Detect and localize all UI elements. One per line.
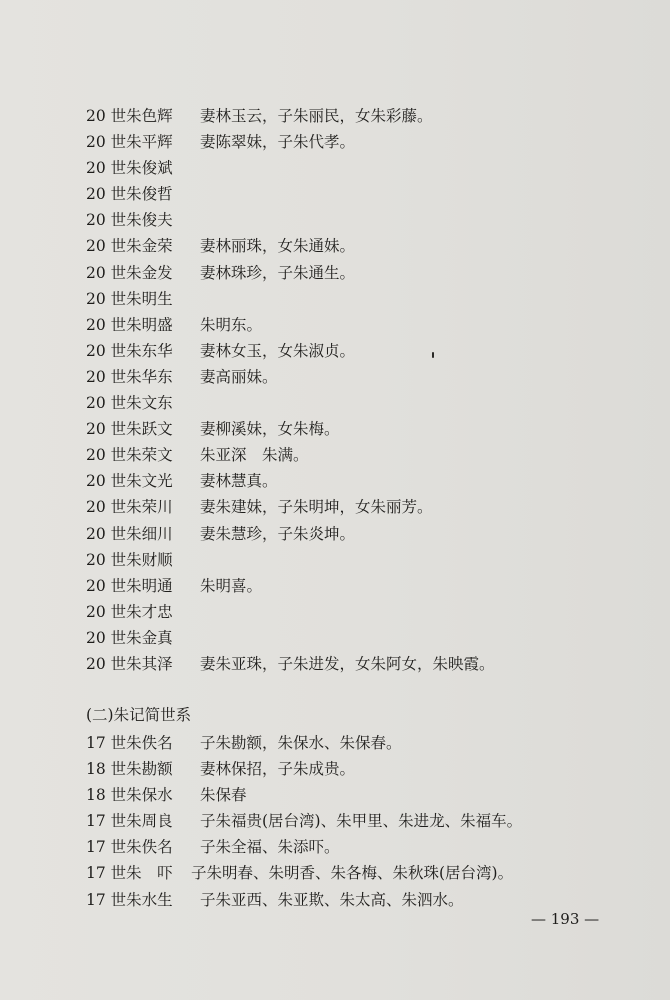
list-item [86,260,646,286]
entry-detail: 妻朱慧珍，子朱炎坤。 [200,524,356,543]
entry-name: 20 世朱金荣 [86,237,173,256]
list-item [86,390,646,416]
list-item [86,782,646,808]
entry-detail: 妻朱亚珠，子朱进发，女朱阿女，朱映霞。 [200,654,495,673]
entry-name: 20 世朱细川 [86,524,173,543]
entry-name: 20 世朱俊夫 [86,211,173,230]
list-item [86,808,646,834]
genealogy-list-zhu-ji [86,730,646,913]
entry-name: 18 世朱保水 [86,786,173,805]
print-speck [432,352,434,358]
list-item [86,521,646,547]
list-item [86,625,646,651]
list-item [86,129,646,155]
entry-name: 20 世朱明盛 [86,315,173,334]
entry-name: 17 世朱 吓 [86,864,173,883]
list-item [86,103,646,129]
list-item [86,312,646,338]
entry-name: 20 世朱俊斌 [86,159,173,178]
entry-name: 20 世朱荣川 [86,498,173,517]
list-item [86,286,646,312]
entry-detail: 子朱全福、朱添吓。 [200,838,340,857]
entry-name: 20 世朱其泽 [86,654,173,673]
entry-name: 20 世朱财顺 [86,550,173,569]
entry-name: 17 世朱佚名 [86,734,173,752]
entry-detail: 子朱福贵(居台湾)、朱甲里、朱进龙、朱福车。 [200,812,523,831]
entry-detail: 子朱亚西、朱亚欺、朱太高、朱泗水。 [200,890,464,909]
entry-detail: 妻朱建妹，子朱明坤，女朱丽芳。 [200,498,433,517]
entry-detail: 朱明喜。 [200,576,263,595]
entry-name: 20 世朱文东 [86,394,173,413]
entry-name: 20 世朱明通 [86,576,173,595]
list-item [86,468,646,494]
list-item [86,181,646,207]
entry-name: 17 世朱水生 [86,890,173,909]
entry-name: 20 世朱俊哲 [86,185,173,204]
list-item [86,730,646,756]
entry-name: 20 世朱色辉 [86,107,173,125]
entry-detail: 妻林丽珠，女朱通妹。 [200,237,356,256]
entry-detail: 朱亚深 朱满。 [200,446,309,465]
list-item [86,599,646,625]
list-item [86,364,646,390]
entry-name: 20 世朱明生 [86,289,173,308]
entry-name: 18 世朱勘额 [86,760,173,779]
entry-name: 20 世朱才忠 [86,602,173,621]
entry-name: 20 世朱金真 [86,628,173,647]
section-heading: (二)朱记简世系 [86,706,192,724]
page-number: — 193 — [531,910,600,928]
list-item [86,442,646,468]
list-item [86,573,646,599]
entry-name: 20 世朱金发 [86,263,173,282]
entry-detail: 妻林珠珍，子朱通生。 [200,263,356,282]
list-item [86,860,646,886]
entry-detail: 妻林女玉，女朱淑贞。 [200,341,356,360]
genealogy-list-20th-generation [86,103,646,677]
entry-detail: 妻林慧真。 [200,472,278,491]
entry-detail: 妻林玉云，子朱丽民，女朱彩藤。 [200,107,433,125]
entry-name: 17 世朱佚名 [86,838,173,857]
list-item [86,834,646,860]
list-item [86,233,646,259]
entry-detail: 妻高丽妹。 [200,367,278,386]
entry-name: 17 世朱周良 [86,812,173,831]
entry-name: 20 世朱文光 [86,472,173,491]
list-item [86,155,646,181]
list-item [86,338,646,364]
list-item [86,547,646,573]
entry-detail: 子朱明春、朱明香、朱各梅、朱秋珠(居台湾)。 [191,864,514,883]
entry-detail: 朱明东。 [200,315,263,334]
list-item [86,494,646,520]
list-item [86,207,646,233]
list-item [86,651,646,677]
entry-detail: 子朱勘额，朱保水、朱保春。 [200,734,402,752]
entry-detail: 妻柳溪妹，女朱梅。 [200,420,340,439]
list-item [86,416,646,442]
entry-detail: 妻林保招，子朱成贵。 [200,760,356,779]
entry-name: 20 世朱平辉 [86,133,173,152]
entry-detail: 妻陈翠妹，子朱代孝。 [200,133,356,152]
entry-name: 20 世朱荣文 [86,446,173,465]
list-item [86,756,646,782]
entry-name: 20 世朱华东 [86,367,173,386]
entry-name: 20 世朱跃文 [86,420,173,439]
entry-detail: 朱保春 [200,786,247,805]
entry-name: 20 世朱东华 [86,341,173,360]
